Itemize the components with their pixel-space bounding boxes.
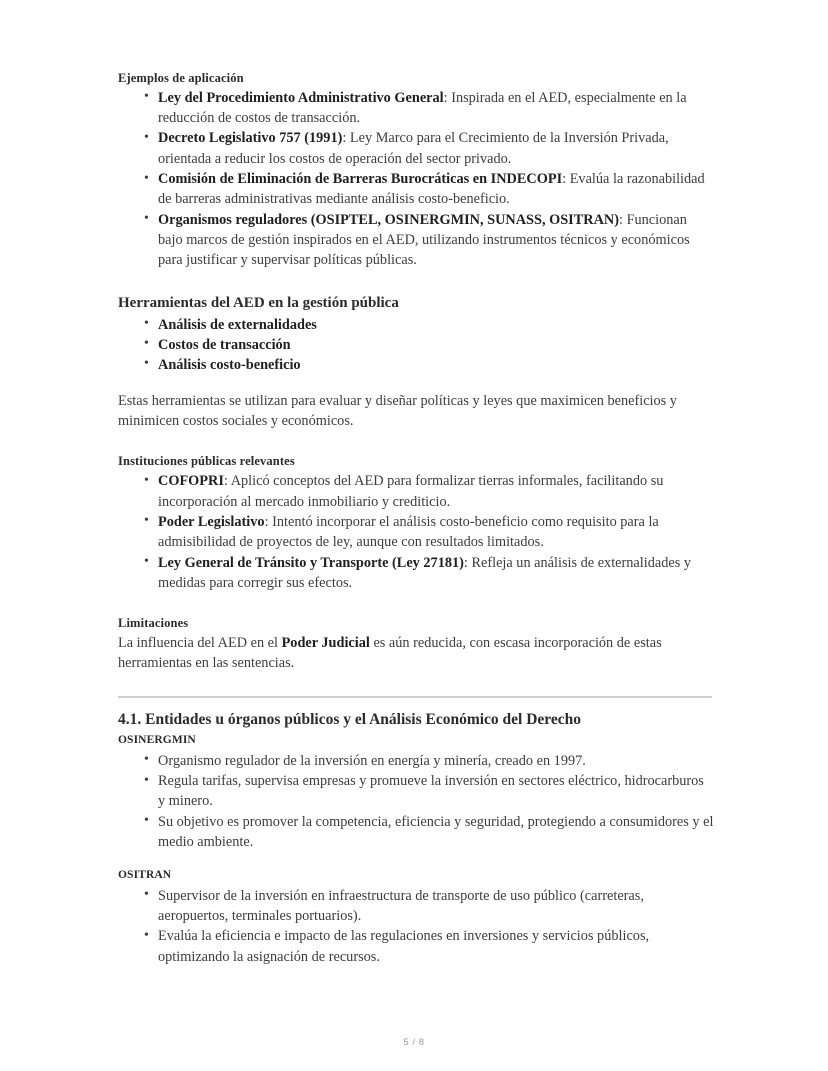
term-label: Poder Legislativo xyxy=(158,513,265,530)
list-item xyxy=(118,553,714,594)
term-label: Ley del Procedimiento Administrativo General xyxy=(158,89,444,106)
list-item: • Regula tarifas, supervisa empresas y promueve la inversión en sectores eléctrico, hidrocarburos y minero. xyxy=(118,771,714,812)
term-description: Funcionan bajo marcos de gestión inspirados en el AED, utilizando instrumentos técnicos y económicos para justificar y supervisar políticas públicas. xyxy=(158,211,690,269)
term-description: Aplicó conceptos del AED para formalizar tierras informales, facilitando su incorporación al mercado inmobiliario y crediticio. xyxy=(158,473,664,510)
spacer xyxy=(118,271,714,293)
term-description: Inspirada en el AED, especialmente en la reducción de costos de transacción. xyxy=(158,89,687,127)
limitaciones-text-after: es aún reducida, con escasa incorporación de estas herramientas en las sentencias. xyxy=(118,634,662,672)
spacer xyxy=(118,852,714,868)
heading-4-1-entidades: 4.1. Entidades u órganos públicos y el Análisis Económico del Derecho xyxy=(118,710,582,728)
spacer xyxy=(118,593,714,615)
term-separator: : xyxy=(619,211,627,228)
term-description: Refleja un análisis de externalidades y medidas para corregir sus efectos. xyxy=(158,554,691,591)
herramienta-label: Análisis de externalidades xyxy=(158,316,317,333)
term-separator: : xyxy=(443,89,452,106)
term-label: Decreto Legislativo 757 (1991) xyxy=(158,130,343,147)
heading-herramientas-del-aed: Herramientas del AED en la gestión pública xyxy=(118,294,399,311)
section-instituciones-publicas xyxy=(118,453,714,593)
document-content xyxy=(118,70,714,967)
list-item: • Organismo regulador de la inversión en energía y minería, creado en 1997. xyxy=(118,751,714,771)
herramienta-label: Análisis costo-beneficio xyxy=(158,356,301,373)
herramienta-label: Costos de transacción xyxy=(158,336,291,353)
term-description: Ley Marco para el Crecimiento de la Inversión Privada, orientada a reducir los costos de operación del sector privado. xyxy=(158,130,669,167)
list-item xyxy=(118,210,714,271)
heading-ejemplos-de-aplicacion: Ejemplos de aplicación xyxy=(118,71,244,85)
heading-limitaciones: Limitaciones xyxy=(118,616,189,631)
paragraph-herramientas: Estas herramientas se utilizan para evaluar y diseñar políticas y leyes que maximicen beneficios y minimicen costos sociales y económicos. xyxy=(118,392,677,430)
paragraph-limitaciones xyxy=(118,633,714,674)
list-item xyxy=(118,88,714,129)
list-ejemplos xyxy=(118,88,714,271)
term-separator: : xyxy=(562,171,570,188)
list-item: • Evalúa la eficiencia e impacto de las regulaciones en inversiones y servicios públicos, optimizando la asignación de recursos. xyxy=(118,926,714,967)
term-description: Intentó incorporar el análisis costo-beneficio como requisito para la admisibilidad de proyectos de ley, aunque con resultados limitados. xyxy=(158,513,659,551)
page-number-footer: 5 / 8 xyxy=(403,1037,425,1048)
spacer xyxy=(118,375,714,391)
term-separator: : xyxy=(342,130,350,147)
list-item xyxy=(118,355,714,375)
term-separator: : xyxy=(223,473,231,490)
limitaciones-bold-term: Poder Judicial xyxy=(281,634,370,651)
spacer xyxy=(118,431,714,453)
list-item xyxy=(118,512,714,553)
heading-instituciones-publicas: Instituciones públicas relevantes xyxy=(118,454,295,469)
term-label: Ley General de Tránsito y Transporte (Ley 27181) xyxy=(158,554,464,571)
spacer xyxy=(118,698,714,709)
list-item xyxy=(118,471,714,512)
list-osinergmin xyxy=(118,751,714,852)
list-item xyxy=(118,169,714,210)
list-item: • Supervisor de la inversión en infraestructura de transporte de uso público (carreteras, aeropuertos, terminales portuarios). xyxy=(118,886,714,927)
term-separator: : xyxy=(264,513,273,530)
subheading-ositran: OSITRAN xyxy=(118,869,172,882)
list-instituciones xyxy=(118,471,714,593)
list-item: • Su objetivo es promover la competencia, eficiencia y seguridad, protegiendo a consumidores y el medio ambiente. xyxy=(118,812,714,853)
section-limitaciones xyxy=(118,615,714,673)
subheading-osinergmin: OSINERGMIN xyxy=(118,734,196,747)
term-description: Evalúa la razonabilidad de barreras administrativas mediante análisis costo-beneficio. xyxy=(158,171,705,208)
term-label: Comisión de Eliminación de Barreras Burocráticas en INDECOPI xyxy=(158,171,563,188)
list-herramientas xyxy=(118,315,714,375)
term-label: Organismos reguladores (OSIPTEL, OSINERGMIN, SUNASS, OSITRAN) xyxy=(158,211,620,228)
section-herramientas-del-aed xyxy=(118,293,714,432)
term-label: COFOPRI xyxy=(158,473,224,490)
list-item xyxy=(118,315,714,335)
list-item xyxy=(118,335,714,355)
list-item xyxy=(118,128,714,169)
spacer xyxy=(118,674,714,696)
term-separator: : xyxy=(463,554,472,571)
section-ejemplos-de-aplicacion xyxy=(118,70,714,271)
list-ositran xyxy=(118,886,714,967)
limitaciones-text-before: La influencia del AED en el xyxy=(118,634,282,651)
section-entidades-organos-publicos xyxy=(118,709,714,967)
